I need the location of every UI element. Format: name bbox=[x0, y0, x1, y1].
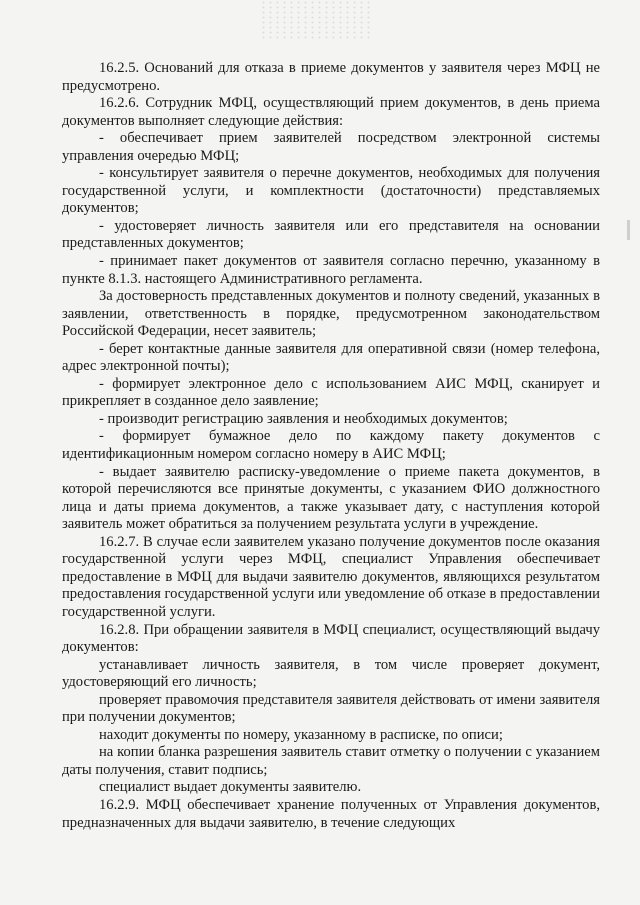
paragraph: - берет контактные данные заявителя для оперативной связи (номер телефона, адрес электронной почты); bbox=[62, 340, 600, 375]
paragraph: находит документы по номеру, указанному в расписке, по описи; bbox=[99, 726, 503, 743]
paragraph: За достоверность представленных документов и полноту сведений, указанных в заявлении, ответственность в порядке, предусмотренном законодательством Российской Федерации, несет заявитель; bbox=[62, 288, 600, 340]
paragraph: - выдает заявителю расписку-уведомление о приеме пакета документов, в которой перечисляются все принятые документы, с указанием ФИО должностного лица и даты приема документов, а также указывает дату, с наступления которой заявитель может обратиться за получением результата услуги в учреждение. bbox=[62, 463, 600, 533]
paragraph: - обеспечивает прием заявителей посредством электронной системы управления очередью МФЦ; bbox=[62, 130, 600, 164]
document-body bbox=[62, 60, 600, 832]
paragraph: - формирует бумажное дело по каждому пакету документов с идентификационным номером согласно номеру в АИС МФЦ; bbox=[62, 428, 600, 463]
paragraph: проверяет правомочия представителя заявителя действовать от имени заявителя при получении документов; bbox=[62, 691, 600, 726]
paragraph: - принимает пакет документов от заявителя согласно перечню, указанному в пункте 8.1.3. настоящего Административного регламента. bbox=[62, 253, 600, 287]
paragraph: 16.2.5. Оснований для отказа в приеме документов у заявителя через МФЦ не предусмотрено. bbox=[62, 60, 600, 94]
paragraph: 16.2.7. В случае если заявителем указано получение документов после оказания государственной услуги через МФЦ, специалист Управления обеспечивает предоставление в МФЦ для выдачи заявителю документов, являющихся результатом предоставления государственной услуги или уведомление об отказе в предоставлении государственной услуги. bbox=[62, 533, 600, 620]
paragraph: - формирует электронное дело с использованием АИС МФЦ, сканирует и прикрепляет в созданное дело заявление; bbox=[62, 375, 600, 410]
paragraph: - консультирует заявителя о перечне документов, необходимых для получения государственной услуги, и комплектности (достаточности) представляемых документов; bbox=[62, 165, 600, 217]
scan-edge-mark bbox=[627, 220, 630, 240]
paragraph: 16.2.8. При обращении заявителя в МФЦ специалист, осуществляющий выдачу документов: bbox=[62, 621, 600, 656]
paragraph: 16.2.6. Сотрудник МФЦ, осуществляющий прием документов, в день приема документов выполняет следующие действия: bbox=[62, 95, 600, 129]
paragraph: устанавливает личность заявителя, в том числе проверяет документ, удостоверяющий его личность; bbox=[62, 656, 600, 691]
paragraph: специалист выдает документы заявителю. bbox=[99, 779, 362, 796]
paragraph: на копии бланка разрешения заявитель ставит отметку о получении с указанием даты получения, ставит подпись; bbox=[62, 744, 600, 778]
paragraph: - удостоверяет личность заявителя или его представителя на основании представленных документов; bbox=[62, 217, 600, 252]
paragraph: 16.2.9. МФЦ обеспечивает хранение полученных от Управления документов, предназначенных для выдачи заявителю, в течение следующих bbox=[62, 796, 600, 831]
paragraph: - производит регистрацию заявления и необходимых документов; bbox=[99, 410, 508, 427]
scan-noise bbox=[260, 0, 370, 40]
